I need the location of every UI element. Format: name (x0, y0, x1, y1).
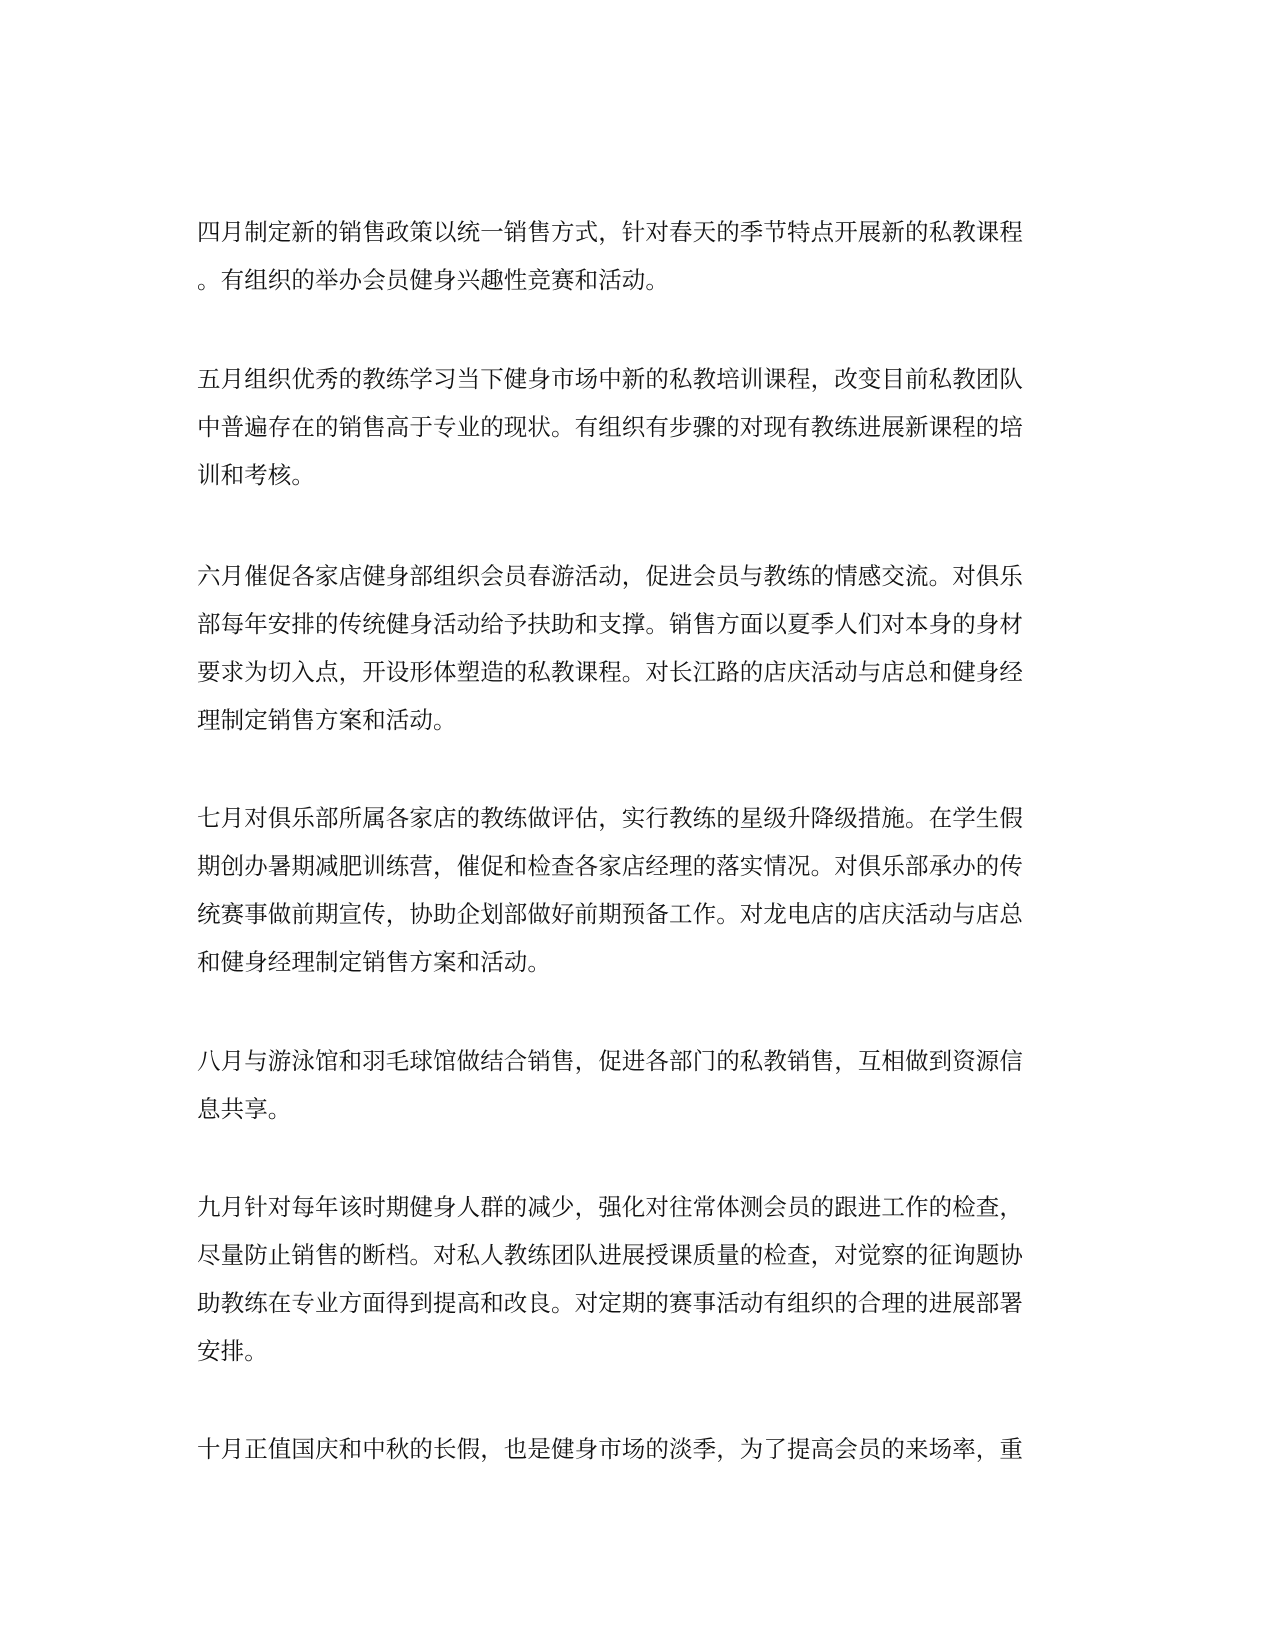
text-line: 七月对俱乐部所属各家店的教练做评估，实行教练的星级升降级措施。在学生假 (197, 804, 1023, 832)
text-line: 四月制定新的销售政策以统一销售方式，针对春天的季节特点开展新的私教课程 (197, 218, 1023, 246)
text-line: 九月针对每年该时期健身人群的减少，强化对往常体测会员的跟进工作的检查， (197, 1193, 1023, 1221)
paragraph-august (197, 1037, 1077, 1133)
paragraph-july (197, 794, 1077, 986)
paragraph-april (197, 208, 1077, 304)
text-line: 训和考核。 (197, 461, 315, 489)
text-line: 十月正值国庆和中秋的长假，也是健身市场的淡季，为了提高会员的来场率，重 (197, 1435, 1023, 1463)
text-line: 要求为切入点，开设形体塑造的私教课程。对长江路的店庆活动与店总和健身经 (197, 658, 1023, 686)
text-line: 安排。 (197, 1337, 268, 1365)
text-line: 尽量防止销售的断档。对私人教练团队进展授课质量的检查，对觉察的征询题协 (197, 1241, 1023, 1269)
text-line: 中普遍存在的销售高于专业的现状。有组织有步骤的对现有教练进展新课程的培 (197, 413, 1023, 441)
text-line: 统赛事做前期宣传，协助企划部做好前期预备工作。对龙电店的店庆活动与店总 (197, 900, 1023, 928)
text-line: 息共享。 (197, 1095, 292, 1123)
text-line: 部每年安排的传统健身活动给予扶助和支撑。销售方面以夏季人们对本身的身材 (197, 610, 1023, 638)
text-line: 和健身经理制定销售方案和活动。 (197, 948, 551, 976)
text-line: 助教练在专业方面得到提高和改良。对定期的赛事活动有组织的合理的进展部署 (197, 1289, 1023, 1317)
paragraph-october (197, 1425, 1077, 1473)
paragraph-september (197, 1183, 1077, 1375)
text-line: 理制定销售方案和活动。 (197, 706, 457, 734)
text-line: 六月催促各家店健身部组织会员春游活动，促进会员与教练的情感交流。对俱乐 (197, 562, 1023, 590)
paragraph-may (197, 355, 1077, 499)
text-line: 期创办暑期减肥训练营，催促和检查各家店经理的落实情况。对俱乐部承办的传 (197, 852, 1023, 880)
text-line: 。有组织的举办会员健身兴趣性竞赛和活动。 (197, 266, 669, 294)
text-line: 八月与游泳馆和羽毛球馆做结合销售，促进各部门的私教销售，互相做到资源信 (197, 1047, 1023, 1075)
text-line: 五月组织优秀的教练学习当下健身市场中新的私教培训课程，改变目前私教团队 (197, 365, 1023, 393)
paragraph-june (197, 552, 1077, 744)
